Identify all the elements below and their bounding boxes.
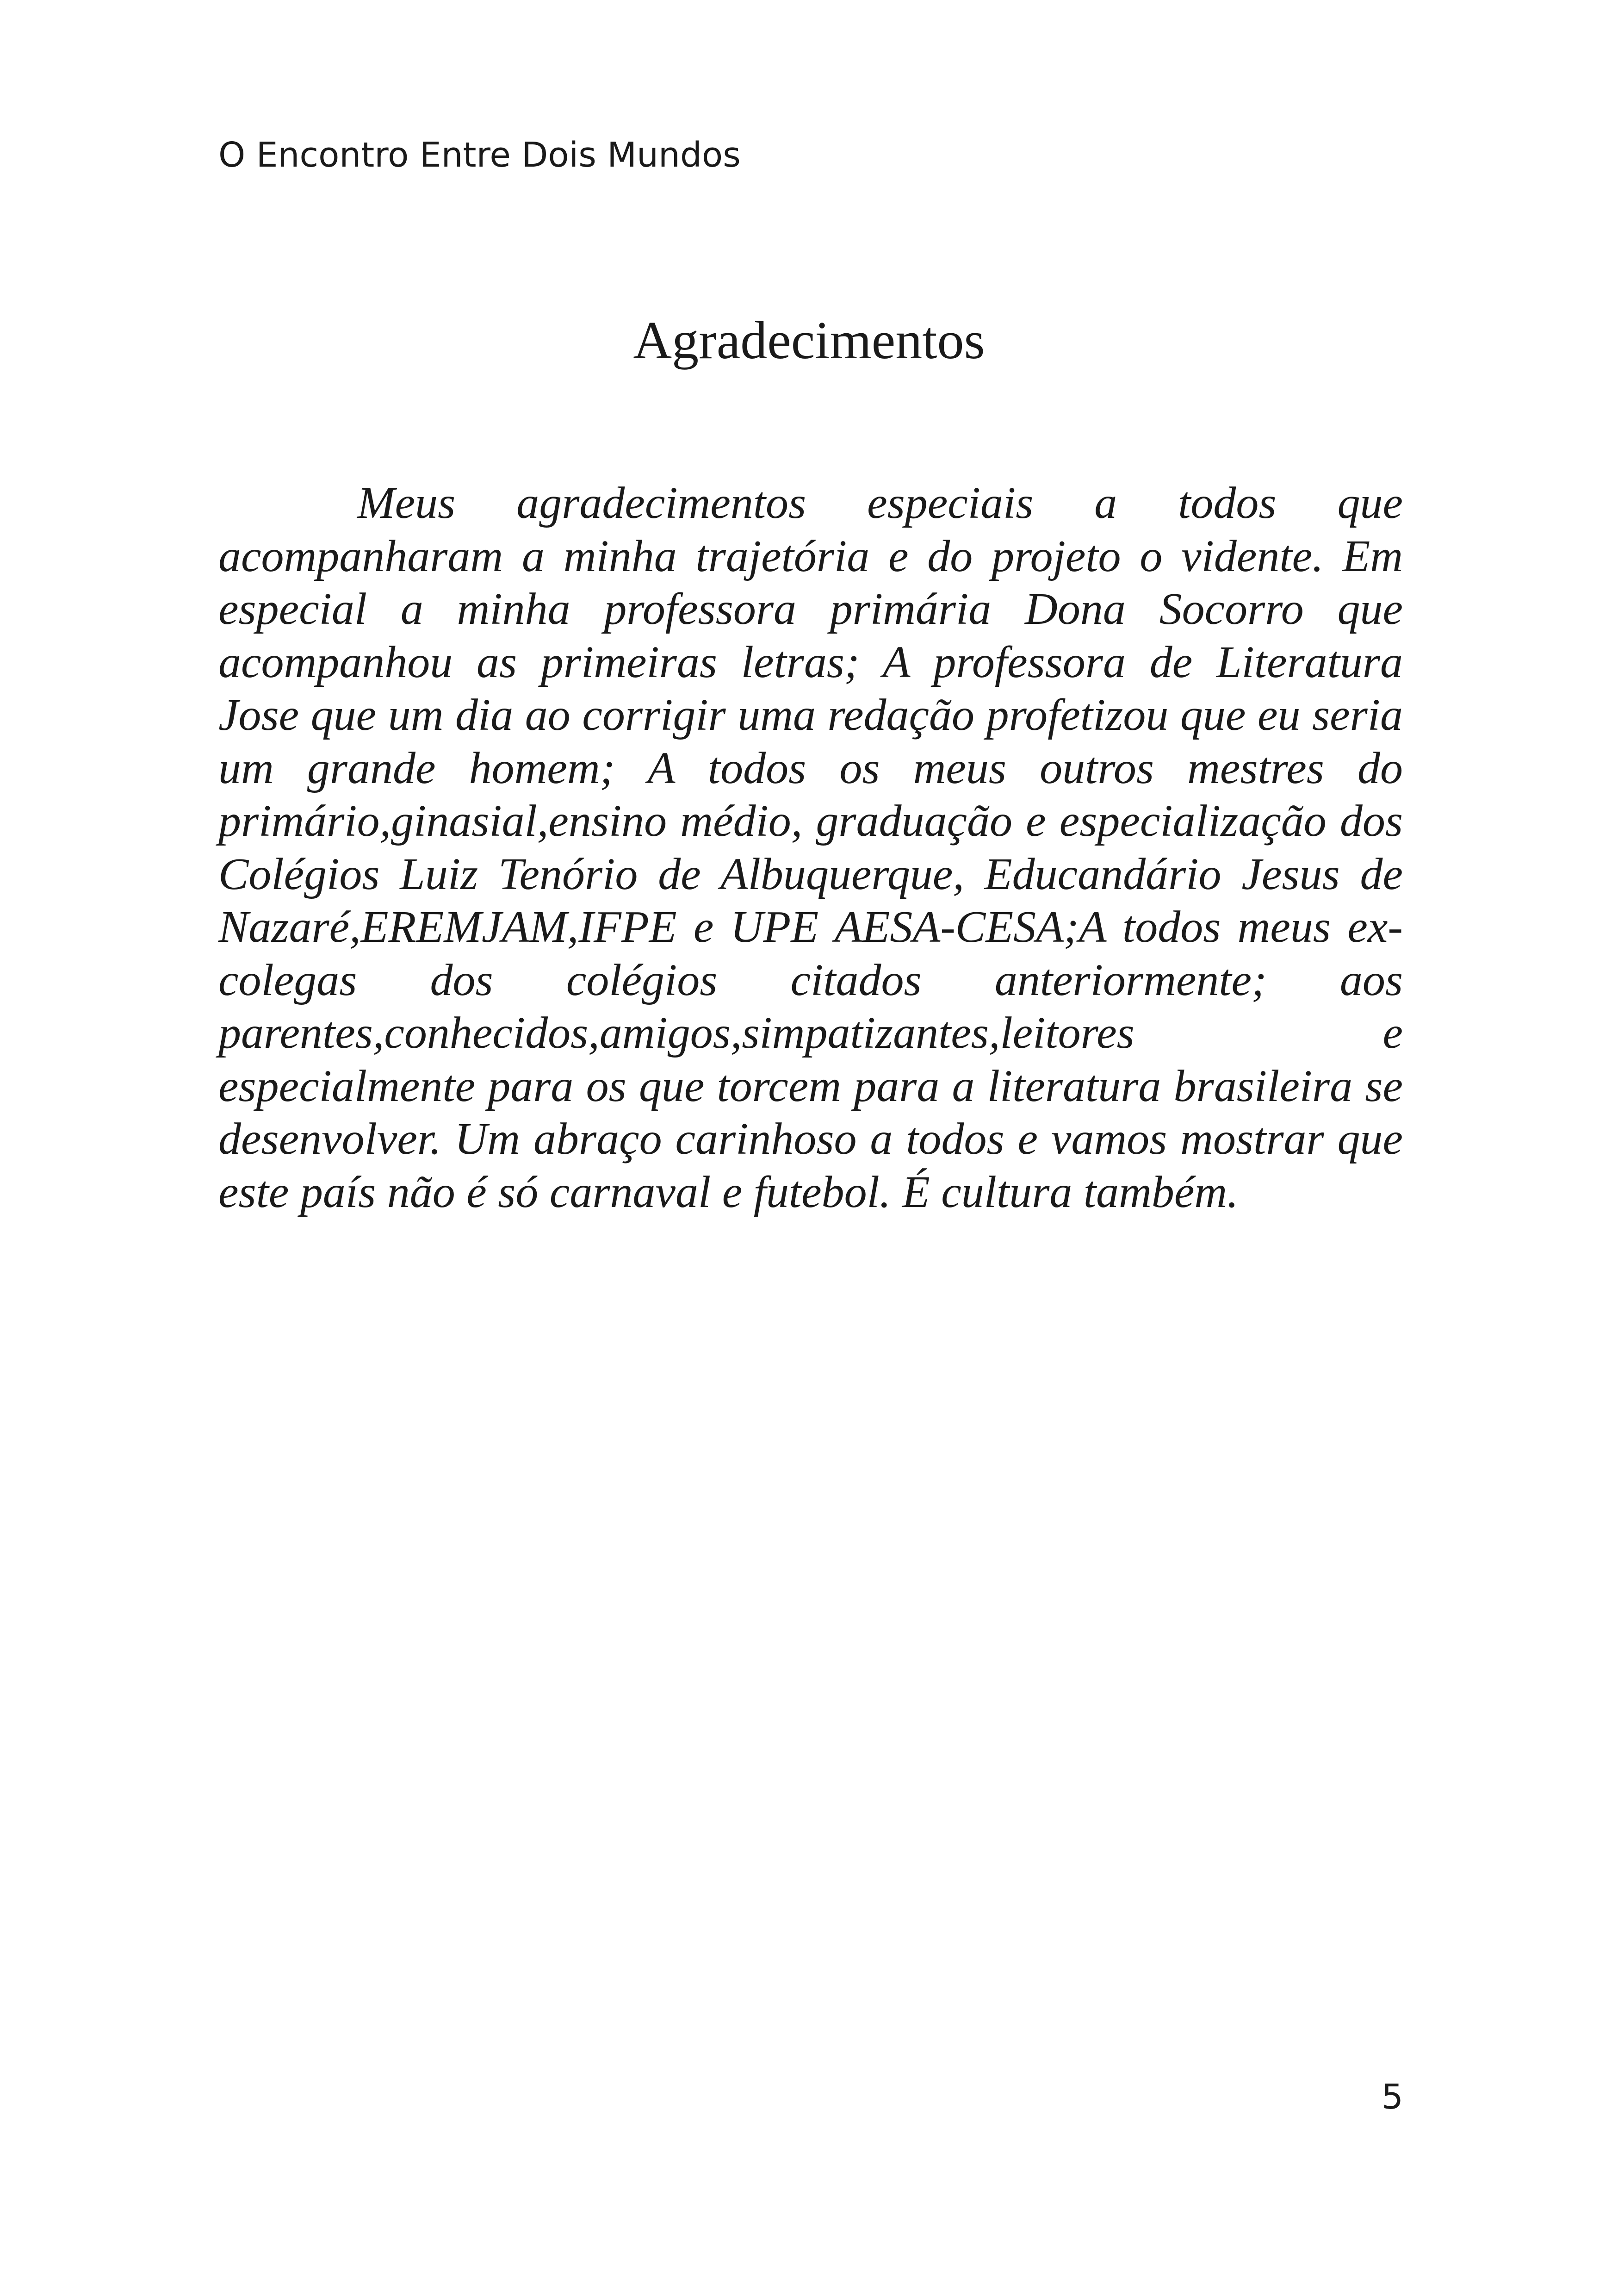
acknowledgements-paragraph: Meus agradecimentos especiais a todos que acompanharam a minha trajetória e do projeto o vidente. Em especial a minha professora primária Dona Socorro que acompanhou as primeiras letras; A professora de Literatura Jose que um dia ao corrigir uma redação profetizou que eu seria um grande homem; A todos os meus outros mestres do primário,ginasial,ensino médio, graduação e especialização dos Colégios Luiz Tenório de Albuquerque, Educandário Jesus de Nazaré,EREMJAM,IFPE e UPE AESA-CESA;A todos meus ex-colegas dos colégios citados anteriormente; aos parentes,conhecidos,amigos,simpatizantes,leitores e especialmente para os que torcem para a literatura brasileira se desenvolver. Um abraço carinhoso a todos e vamos mostrar que este país não é só carnaval e futebol. É cultura também. [218, 478, 1403, 1217]
page-number: 5 [1381, 2077, 1403, 2117]
chapter-title: Agradecimentos [633, 311, 985, 370]
running-header: O Encontro Entre Dois Mundos [218, 135, 741, 175]
